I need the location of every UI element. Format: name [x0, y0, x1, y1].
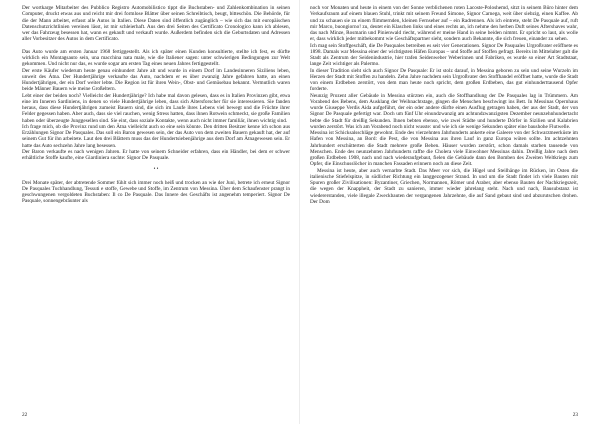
body-paragraph: Ich mag sein Stoffgeschäft, die De Pasquales betreiben es seit vier Generationen. Signor De Pasquales Urgroßvater eröffnete es 1898. Damals war Messina einer der wichtigsten Häfen Europas – und Stoffe auf Stoffen gefragt. Bereits im Mittelalter galt die Stadt als Zentrum der Seidenindustrie, hier trafen Seidenweber Weberinnen und Fabriken, es wurde so einer Art Stadtstaat, lange Zeit wichtiger als Palermo. [310, 42, 578, 68]
body-paragraph: Der Baron verkaufte es nach wenigen Jahren. Er hatte von seinem Schneider erfahren, dass ein Händler, bei dem er schwer erhältliche Stoffe kaufte, eine Giardiniera suchte: Signor De Pasquale. [22, 148, 290, 161]
right-page [300, 0, 600, 424]
body-paragraph: Messina ist Schicksalsschläge gewohnt. Ende des vierzehnten Jahrhunderts ankerte eine Galeere von der Schwarzmeerküste im Hafen von Messina, an Bord: die Pest, die von Messina aus ihren Lauf in ganz Europa wüten sollte. Im achtzehnten Jahrhundert erschütterten die Stadt mehrere große Beben. Häuser wurden zerstört, schon damals starben tausende von Menschen. Ende des neunzehnten Jahrhunderts raffte die Cholera viele Einwohner Messinas dahin. Dreißig Jahre nach dem großen Erdbeben 1908, nach und nach wiederaufgebaut, fielen die Gebäude dann den Bomben des Zweiten Weltkriegs zum Opfer, die Einschusslöcher in manchen Fassaden erinnern noch an diese Zeit. [310, 130, 578, 168]
body-paragraph: noch vor Monaten und heute in einem von der Sonne verblichenen roten Lacoste-Poloshemd, sitzt in seinem Büro hinter dem Verkaufsraum auf einem blauen Stuhl, trinkt mit seinem Freund Simone, Signor Carnega, weit über siebzig, einen Kaffee. Ab und zu schauen sie zu einem flimmernden, kleinen Fernseher auf – ein Radrennen. Als ich eintrete, steht De Pasquale auf, ruft mir Marco, buongiorno! zu, deutet ein Klaschen links und eines rechts an, ich nehme den herben Duft seines Aftershaves wahr, das nach Minze, Rosmarin und Pinienwald riecht, während er meine Hand in seine beiden nimmt. Er spricht so laut, als wolle er, dass wirklich jeder mitbekommt wie Geschäftspartner sieht, sondern auch Bekannte, die sich freuen, einander zu sehen. [310, 5, 578, 43]
body-paragraph: In dieser Tradition sieht sich auch Signor De Pasquale: Er ist stolz darauf, in Messina geboren zu sein und seine Wurzeln im Herzen der Stadt mit Stoffen zu handeln. Zehn Jahre nachdem sein Urgroßvater den Stoffhandel eröffnet hatte, wurde die Stadt von einem Erdbeben zerstört, von dem man heute noch spricht, dem großen Erdbeben, das gut einhunderttausend Opfer forderte. [310, 67, 578, 93]
left-page-number: 22 [22, 412, 28, 418]
body-paragraph: Der erste Käufer wiederum heute genau einhundert Jahre alt und wurde in einem Dorf im Landesinneren Siziliens leben, unweit des Ätna. Der Hundertjährige verkaufte das Auto, nachdem er es über zwanzig Jahre gefahren hatte, an einen Hundertjährigen, der ein Dorf weiter lebte. Die Region ist für ihren Wein-, Obst- und Gemüsebau bekannt. Vermutlich waren beide Männer Bauern wie meine Großeltern. [22, 67, 290, 93]
section-divider: • • [153, 167, 159, 173]
body-paragraph: Neunzig Prozent aller Gebäude in Messina stürzten ein, auch die Stoffhandlung der De Pasquales lag in Trümmern. Am Vorabend des Bebens, dem Ausklang der Weihnachtstage, gingen die Menschen beschwingt ins Bett. In Messinas Opernhaus wurde Giuseppe Verdis Aida aufgeführt, der ein oder andere dürfte einen Ausflug getragen haben, der aus der Stadt, der von Signor De Pasquale gefertigt war. Doch um fünf Uhr einundzwanzig am achtundzwanzigsten Dezember neunzehnhundertacht bebte die Stadt für dreißig Sekunden. Ihnen bebten ebenso, wie zwei Städte und hunderte Dörfer in Sizilien und Kalabrien wurden zerstört. Was ich am Vorabend noch nicht wusste: und wie ich sie wenige Sekunden später eine baushohe Flutwelle. [310, 92, 578, 130]
right-page-number: 23 [572, 412, 578, 418]
body-paragraph: Der wortkarge Mitarbeiter des Pubblico Registro Automobilistico tippt die Buchstaben- und Zahlenkombination in seinen Computer, druckt etwas aus und reicht mir drei formlose Blätter über seinen Schreibtisch, beugt, bitteschön. Die Behörde, für die der Mann arbeitet, erfasst alle Autos in Italien. Diese Daten sind öffentlich zugänglich – wie sich das mit europäischen Datenschutzrichtlinien vereinen lässt, ist mir schleierhaft. Aus den drei Seiten des Certificato Cronologico kann ich ablesen, wer das Fahrzeug besessen hat, wann es gekauft und verkauft wurde. Außerdem befinden sich die Geburtsdaten und Adressen aller Vorbesitzer des Autos in dem Certificato. [22, 5, 290, 43]
body-paragraph: Ich frage mich, ob die Provinz rund um den Ätna vielleicht auch so eine sein könnte. Den dritten Besitzer kenne ich schon aus Erzählungen Signor De Pasquales. Das soll ein Baron gewesen sein, der das Auto von dem zweiten Bauern gekauft hat, der auf seinem Gut für ihn arbeitete. Laut den drei Blättern muss das der Hundertsiebenjährige aus dem Dorf am Ätnagewesen sein. Er hatte das Auto sechzehn Jahre lang besessen. [22, 123, 290, 149]
body-paragraph: Drei Monate später, der abtretende Sommer fühlt sich immer noch heiß und trocken an wie der Juni, betrete ich erneut Signor De Pasquales Tuchhandlung, Tessuti e stoffe, Gewebe und Stoffe, im Zentrum von Messina. Über dem Schaufenster prangt in geschwungenen vergoldeten Buchstaben: Il co De Pasquale. Das Innere des Geschäfts ist angenehm temperiert. Signor De Pasquale, sonnengebräunter als [22, 179, 290, 205]
left-page-text [22, 5, 290, 205]
body-paragraph: Lebt einer der beiden noch? Vielleicht der Hundertjährige? Ich habe mal davon gelesen, dass es in Italien Provinzen gibt, etwa eine im Inneren Sardiniens, in denen so viele Hundertjährige leben, dass sich Altersforscher für sie interessieren. Sie fanden heraus, dass diese Hundertjährigen zumeist Bauern sind, die sich im Laufe ihres Lebens viel bewegt und die Früchte ihrer Felder gegessen haben. Aber auch, dass sie viel rauchen, wenig Stress hatten, dass ihnen Rotwein schmeckt, sie große Familien haben oder überzeugte Junggesellen sind. Sie eint, dass soziale Kontakte, wenn auch nicht immer familiär, ihnen wichtig sind. [22, 92, 290, 124]
body-paragraph: Das Auto wurde am ersten Januar 1968 fertiggestellt. Als ich später einen Kunden konsultierte, stellte ich fest, es dürfte wirklich ein Montagsauto sein, una macchina nata male, wie die Italiener sagen: unter schwierigen Bedingungen zur Welt gekommen. Und nicht nur das, es wurde sogar am ersten Tag eines neuen Jahres fertiggestellt. [22, 48, 290, 68]
body-paragraph: Messina ist heute, aber auch vernarbte Stadt. Das Meer vor sich, die Hügel und Steilhänge im Rücken, im Osten die italienische Stiefelspitze, in südlicher Richtung ein langgezogener Strand. In und um die Stadt findet ich viele Bauten mit Spuren großer Zivilisationen: Byzantiner, Griechen, Normannen, Römer und Araber, aber ebenso Bauten der Nachkriegszeit, die wegen der Knappheit, der Stadt zu sanieren, immer wieder jahrelang steht. Nach und nach, Bausubstanz ist wiedererstanden, viele illegale Zweckbauten der vergangenen Jahrzehnte, die auf Sand gebaut sind und abzurutschen drohen. Der Dom [310, 167, 578, 205]
right-page-text [310, 5, 578, 205]
